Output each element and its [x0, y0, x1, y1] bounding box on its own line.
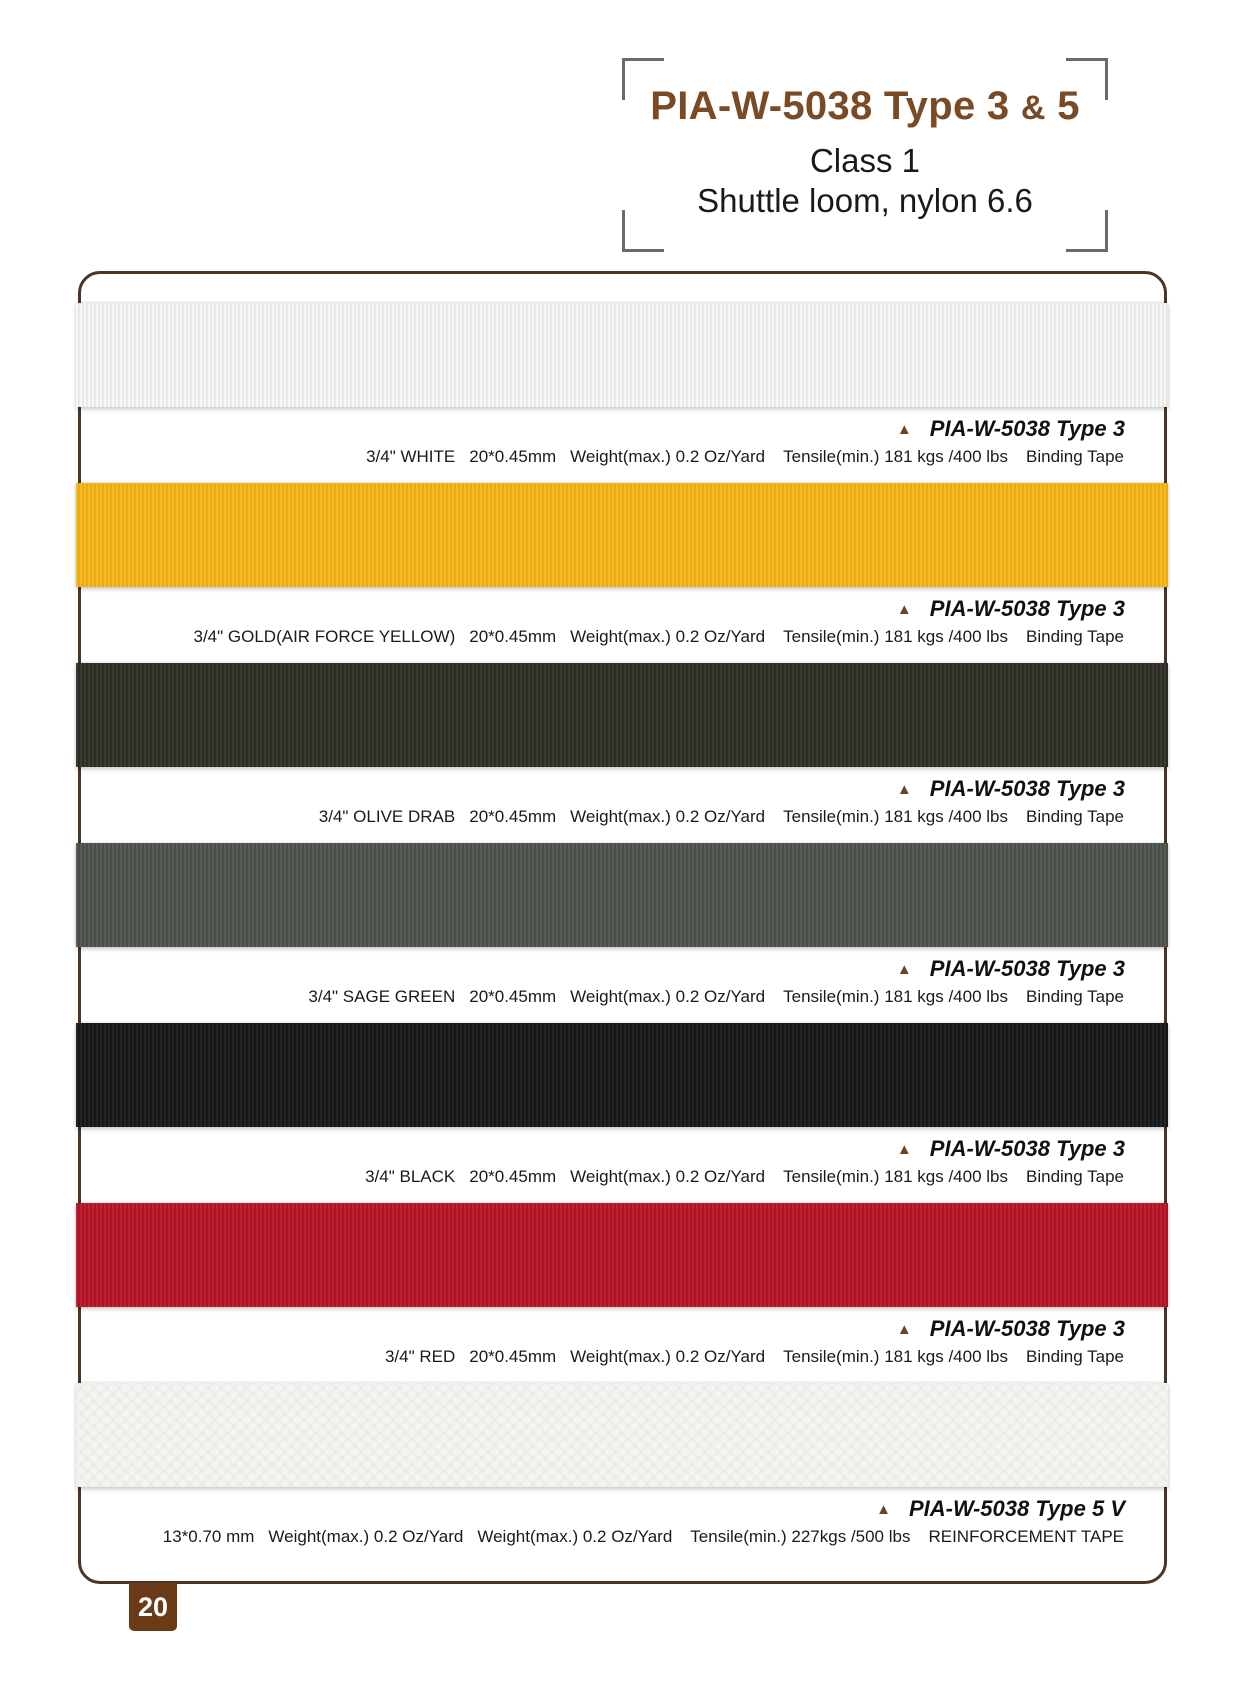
header-block: [622, 58, 1108, 252]
triangle-icon: ▲: [896, 1140, 912, 1158]
weight: Weight(max.) 0.2 Oz/Yard: [570, 447, 766, 466]
swatch-white: [76, 303, 1168, 407]
usage: Binding Tape: [1026, 807, 1124, 826]
tensile: Tensile(min.) 227kgs /500 lbs: [690, 1527, 911, 1546]
type-label: [897, 414, 1125, 444]
triangle-icon: ▲: [896, 420, 912, 438]
page-number: 20: [129, 1583, 177, 1631]
weight: Weight(max.) 0.2 Oz/Yard: [268, 1527, 464, 1546]
type-text: PIA-W-5038 Type 3: [929, 1136, 1125, 1161]
size: 20*0.45mm: [469, 807, 557, 826]
type-label: [897, 954, 1125, 984]
color-name: 3/4" SAGE GREEN: [308, 987, 456, 1006]
color-name: 3/4" RED: [384, 1347, 456, 1366]
swatch-sage-green: [76, 843, 1168, 947]
type-text: PIA-W-5038 Type 3: [929, 1316, 1125, 1341]
spec-line: [351, 1165, 1124, 1189]
weight: Weight(max.) 0.2 Oz/Yard: [570, 807, 766, 826]
title-amp: &: [1020, 89, 1046, 127]
tensile: Tensile(min.) 181 kgs /400 lbs: [783, 987, 1008, 1006]
color-name: 3/4" BLACK: [365, 1167, 456, 1186]
title-main: PIA-W-5038 Type 3: [650, 84, 1010, 128]
type-label: [897, 774, 1125, 804]
tensile: Tensile(min.) 181 kgs /400 lbs: [783, 1167, 1008, 1186]
tensile: Tensile(min.) 181 kgs /400 lbs: [783, 627, 1008, 646]
spec-line: [149, 1525, 1124, 1549]
type-text: PIA-W-5038 Type 3: [929, 416, 1125, 441]
triangle-icon: ▲: [876, 1500, 891, 1518]
triangle-icon: ▲: [896, 780, 912, 798]
usage: Binding Tape: [1026, 987, 1124, 1006]
swatch-reinforcement: [76, 1383, 1168, 1487]
swatch-black: [76, 1023, 1168, 1127]
tensile: Tensile(min.) 181 kgs /400 lbs: [783, 807, 1008, 826]
size: 20*0.45mm: [469, 627, 557, 646]
loom-line: Shuttle loom, nylon 6.6: [697, 182, 1033, 219]
type-label: [897, 1134, 1125, 1164]
triangle-icon: ▲: [896, 960, 912, 978]
weight: Weight(max.) 0.2 Oz/Yard: [570, 987, 766, 1006]
swatch-red: [76, 1203, 1168, 1307]
color-name: 3/4" WHITE: [366, 447, 456, 466]
weight: Weight(max.) 0.2 Oz/Yard: [570, 627, 766, 646]
weight: Weight(max.) 0.2 Oz/Yard: [570, 1347, 766, 1366]
title-num: 5: [1057, 84, 1080, 128]
swatch-olive-drab: [76, 663, 1168, 767]
size: 20*0.45mm: [469, 447, 557, 466]
usage: Binding Tape: [1026, 1167, 1124, 1186]
type-label: [876, 1494, 1125, 1524]
size: 20*0.45mm: [469, 1347, 557, 1366]
usage: Binding Tape: [1026, 447, 1124, 466]
usage: Binding Tape: [1026, 1347, 1124, 1366]
type-label: [897, 1314, 1125, 1344]
size: 20*0.45mm: [469, 1167, 557, 1186]
spec-line: [180, 625, 1125, 649]
spec-line: [294, 985, 1124, 1009]
spec-line: [371, 1345, 1124, 1369]
tensile: Tensile(min.) 181 kgs /400 lbs: [783, 447, 1008, 466]
size: 20*0.45mm: [469, 987, 557, 1006]
type-label: [897, 594, 1125, 624]
size: 13*0.70 mm: [162, 1527, 255, 1546]
type-text: PIA-W-5038 Type 3: [929, 956, 1125, 981]
type-text: PIA-W-5038 Type 5 V: [909, 1496, 1125, 1521]
triangle-icon: ▲: [896, 600, 912, 618]
page-title: [622, 84, 1108, 129]
type-text: PIA-W-5038 Type 3: [929, 776, 1125, 801]
color-name: 3/4" GOLD(AIR FORCE YELLOW): [193, 627, 456, 646]
tensile: Tensile(min.) 181 kgs /400 lbs: [783, 1347, 1008, 1366]
swatch-gold: [76, 483, 1168, 587]
usage: REINFORCEMENT TAPE: [928, 1527, 1124, 1546]
class-line: Class 1: [809, 142, 921, 179]
weight: Weight(max.) 0.2 Oz/Yard: [477, 1527, 673, 1546]
spec-line: [305, 805, 1124, 829]
usage: Binding Tape: [1026, 627, 1124, 646]
weight: Weight(max.) 0.2 Oz/Yard: [570, 1167, 766, 1186]
color-name: 3/4" OLIVE DRAB: [318, 807, 456, 826]
type-text: PIA-W-5038 Type 3: [929, 596, 1125, 621]
triangle-icon: ▲: [896, 1320, 912, 1338]
spec-line: [352, 445, 1124, 469]
